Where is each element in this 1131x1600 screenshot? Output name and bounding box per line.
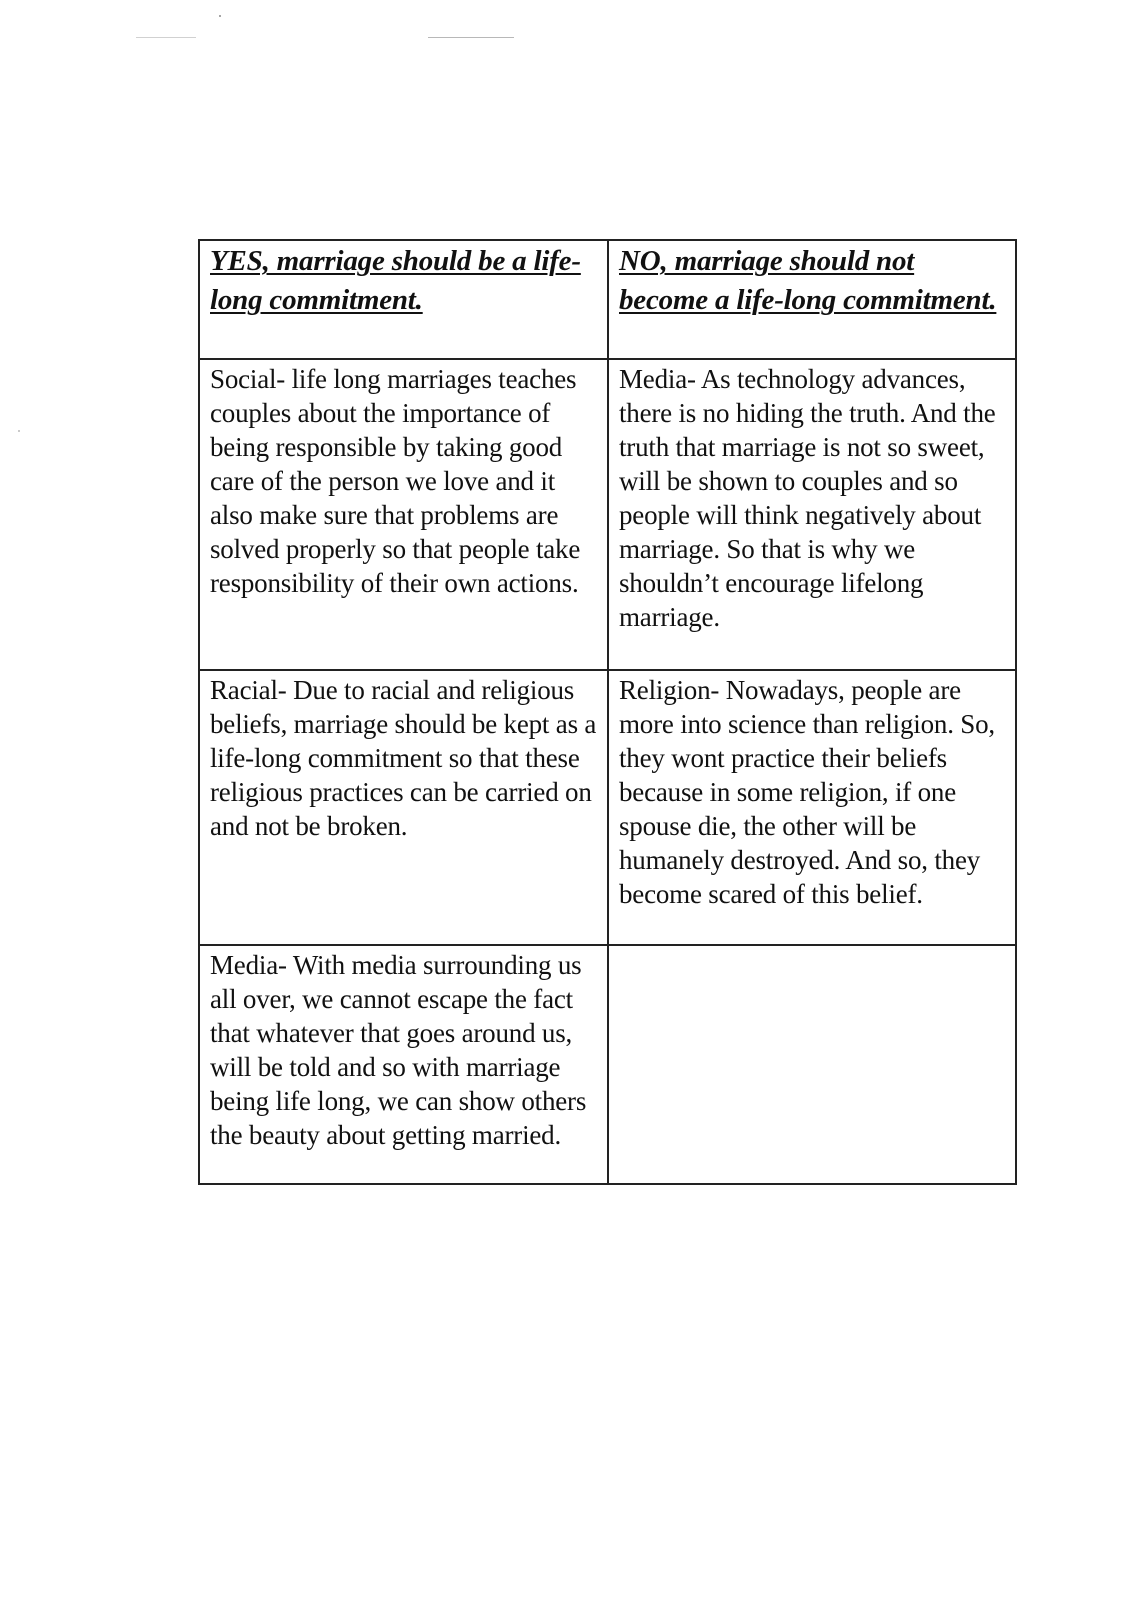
yes-column-heading: YES, marriage should be a life-long commitment. bbox=[199, 240, 608, 359]
scan-artifact-dot bbox=[18, 430, 20, 432]
yes-argument-social: Social- life long marriages teaches couples about the importance of being responsible by taking good care of the person we love and it also make sure that problems are solved properly so that people take responsibility of their own actions. bbox=[199, 359, 608, 670]
no-column-heading: NO, marriage should not become a life-long commitment. bbox=[608, 240, 1016, 359]
table-row bbox=[199, 670, 1016, 945]
table-row bbox=[199, 945, 1016, 1184]
empty-cell bbox=[608, 945, 1016, 1184]
argument-table bbox=[198, 239, 1017, 1185]
table-header-row bbox=[199, 240, 1016, 359]
no-argument-religion: Religion- Nowadays, people are more into science than religion. So, they wont practice their beliefs because in some religion, if one spouse die, the other will be humanely destroyed. And so, they become scared of this belief. bbox=[608, 670, 1016, 945]
table-row bbox=[199, 359, 1016, 670]
scan-artifact-line bbox=[136, 37, 196, 38]
yes-argument-media: Media- With media surrounding us all over, we cannot escape the fact that whatever that goes around us, will be told and so with marriage being life long, we can show others the beauty about getting married. bbox=[199, 945, 608, 1184]
scan-artifact-dot bbox=[219, 15, 221, 17]
yes-argument-racial: Racial- Due to racial and religious beliefs, marriage should be kept as a life-long commitment so that these religious practices can be carried on and not be broken. bbox=[199, 670, 608, 945]
no-argument-media: Media- As technology advances, there is no hiding the truth. And the truth that marriage is not so sweet, will be shown to couples and so people will think negatively about marriage. So that is why we shouldn’t encourage lifelong marriage. bbox=[608, 359, 1016, 670]
scan-artifact-line bbox=[428, 37, 514, 38]
